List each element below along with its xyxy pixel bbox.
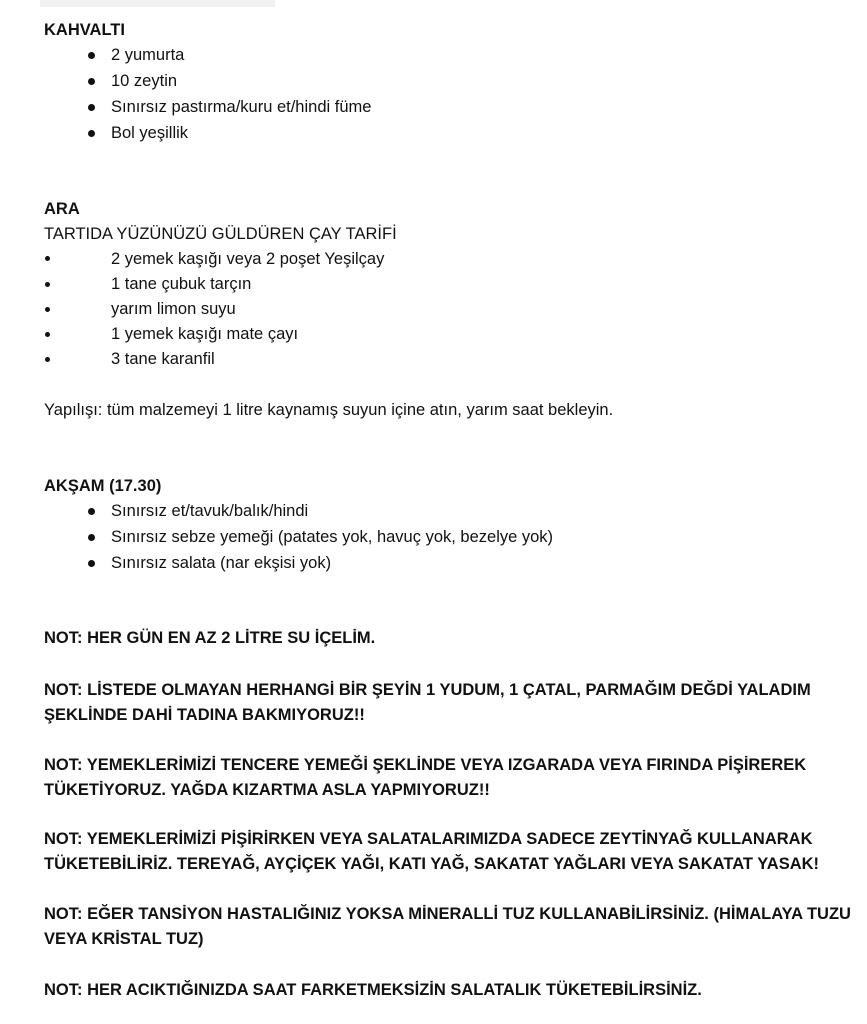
- bullet-icon: [88, 534, 95, 541]
- note-line: NOT: LİSTEDE OLMAYAN HERHANGİ BİR ŞEYİN 1 YUDUM, 1 ÇATAL, PARMAĞIM DEĞDİ YALADIM: [44, 681, 811, 699]
- bullet-icon: [45, 282, 50, 287]
- recipe-item: 3 tane karanfil: [111, 350, 215, 368]
- recipe-title: TARTIDA YÜZÜNÜZÜ GÜLDÜREN ÇAY TARİFİ: [44, 225, 397, 243]
- dinner-title: AKŞAM (17.30): [44, 477, 162, 495]
- bullet-icon: [45, 256, 50, 261]
- recipe-item: 2 yemek kaşığı veya 2 poşet Yeşilçay: [111, 250, 385, 268]
- note-line: NOT: EĞER TANSİYON HASTALIĞINIZ YOKSA MİNERALLİ TUZ KULLANABİLİRSİNİZ. (HİMALAYA TUZU: [44, 905, 851, 923]
- bullet-icon: [88, 130, 95, 137]
- recipe-item: 1 yemek kaşığı mate çayı: [111, 325, 299, 343]
- bullet-icon: [88, 52, 95, 59]
- breakfast-item: Bol yeşillik: [111, 124, 189, 142]
- note-line: NOT: YEMEKLERİMİZİ TENCERE YEMEĞİ ŞEKLİNDE VEYA IZGARADA VEYA FIRINDA PİŞİREREK: [44, 756, 807, 774]
- dinner-item: Sınırsız salata (nar ekşisi yok): [111, 554, 332, 572]
- note-line: VEYA KRİSTAL TUZ): [44, 930, 204, 948]
- bullet-icon: [88, 508, 95, 515]
- breakfast-item: 10 zeytin: [111, 72, 178, 90]
- top-edge-shadow: [40, 0, 275, 7]
- recipe-item: yarım limon suyu: [111, 300, 236, 318]
- note-line: NOT: YEMEKLERİMİZİ PİŞİRİRKEN VEYA SALATALARIMIZDA SADECE ZEYTİNYAĞ KULLANARAK: [44, 830, 813, 848]
- bullet-icon: [45, 332, 50, 337]
- note-line: NOT: HER GÜN EN AZ 2 LİTRE SU İÇELİM.: [44, 629, 376, 647]
- breakfast-title: KAHVALTI: [44, 21, 125, 39]
- bullet-icon: [88, 104, 95, 111]
- bullet-icon: [45, 357, 50, 362]
- recipe-instructions: Yapılışı: tüm malzemeyi 1 litre kaynamış suyun içine atın, yarım saat bekleyin.: [44, 401, 614, 419]
- recipe-item: 1 tane çubuk tarçın: [111, 275, 252, 293]
- note-line: TÜKETİYORUZ. YAĞDA KIZARTMA ASLA YAPMIYORUZ!!: [44, 781, 490, 799]
- bullet-icon: [88, 560, 95, 567]
- snack-title: ARA: [44, 200, 80, 218]
- note-line: TÜKETEBİLİRİZ. TEREYAĞ, AYÇİÇEK YAĞI, KATI YAĞ, SAKATAT YAĞLARI VEYA SAKATAT YASAK!: [44, 855, 820, 873]
- note-line: NOT: HER ACIKTIĞINIZDA SAAT FARKETMEKSİZİN SALATALIK TÜKETEBİLİRSİNİZ.: [44, 981, 702, 999]
- dinner-item: Sınırsız et/tavuk/balık/hindi: [111, 502, 309, 520]
- note-line: ŞEKLİNDE DAHİ TADINA BAKMIYORUZ!!: [44, 706, 365, 724]
- breakfast-item: 2 yumurta: [111, 46, 185, 64]
- breakfast-item: Sınırsız pastırma/kuru et/hindi füme: [111, 98, 372, 116]
- dinner-item: Sınırsız sebze yemeği (patates yok, havuç yok, bezelye yok): [111, 528, 554, 546]
- bullet-icon: [45, 307, 50, 312]
- bullet-icon: [88, 78, 95, 85]
